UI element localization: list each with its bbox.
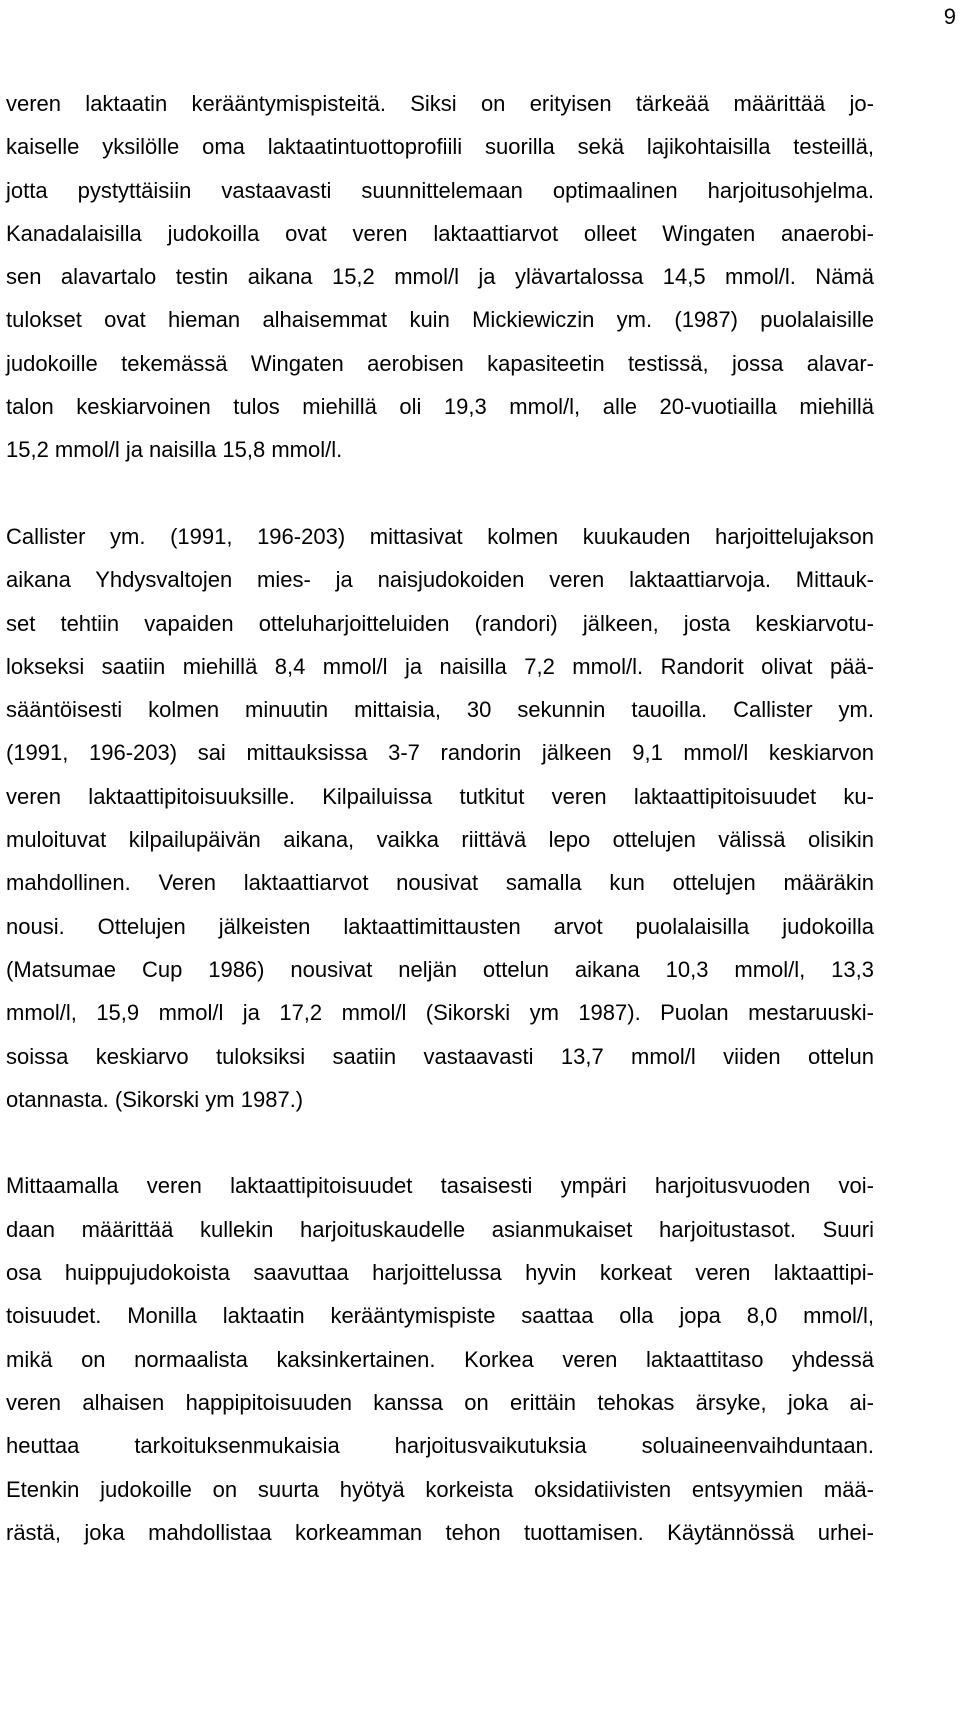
- text-line: daan määrittää kullekin harjoituskaudelle asianmukaiset harjoitustasot. Suuri: [6, 1216, 874, 1242]
- text-line: Callister ym. (1991, 196-203) mittasivat kolmen kuukauden harjoittelujakson: [6, 523, 874, 549]
- text-line: muloituvat kilpailupäivän aikana, vaikka riittävä lepo ottelujen välissä olisikin: [6, 827, 874, 853]
- text-line: Mittaamalla veren laktaattipitoisuudet tasaisesti ympäri harjoitusvuoden voi-: [6, 1173, 874, 1199]
- text-line: kaiselle yksilölle oma laktaatintuottoprofiili suorilla sekä lajikohtaisilla testeillä,: [6, 134, 874, 160]
- text-line: veren laktaattipitoisuuksille. Kilpailuissa tutkitut veren laktaattipitoisuudet ku-: [6, 783, 874, 809]
- text-line: veren laktaatin kerääntymispisteitä. Siksi on erityisen tärkeää määrittää jo-: [6, 91, 874, 116]
- text-line: 15,2 mmol/l ja naisilla 15,8 mmol/l.: [6, 437, 343, 463]
- page-number: 9: [943, 4, 956, 29]
- text-line: osa huippujudokoista saavuttaa harjoittelussa hyvin korkeat veren laktaattipi-: [6, 1260, 874, 1286]
- paragraph-callister-study: [6, 515, 874, 1121]
- text-line: (1991, 196-203) sai mittauksissa 3-7 randorin jälkeen 9,1 mmol/l keskiarvon: [6, 740, 874, 766]
- text-line: tulokset ovat hieman alhaisemmat kuin Mickiewiczin ym. (1987) puolalaisille: [6, 307, 874, 333]
- paragraph-spacer: [6, 472, 874, 515]
- text-line: jotta pystyttäisiin vastaavasti suunnittelemaan optimaalinen harjoitusohjelma.: [6, 177, 874, 203]
- text-line: heuttaa tarkoituksenmukaisia harjoitusvaikutuksia soluaineenvaihduntaan.: [6, 1433, 874, 1459]
- text-line: soissa keskiarvo tuloksiksi saatiin vastaavasti 13,7 mmol/l viiden ottelun: [6, 1043, 874, 1069]
- text-line: (Matsumae Cup 1986) nousivat neljän ottelun aikana 10,3 mmol/l, 13,3: [6, 956, 874, 982]
- paragraph-lactate-thresholds: [6, 82, 874, 472]
- text-line: lokseksi saatiin miehillä 8,4 mmol/l ja naisilla 7,2 mmol/l. Randorit olivat pää-: [6, 653, 874, 679]
- text-line: otannasta. (Sikorski ym 1987.): [6, 1086, 304, 1112]
- text-line: veren alhaisen happipitoisuuden kanssa on erittäin tehokas ärsyke, joka ai-: [6, 1389, 874, 1415]
- text-line: Kanadalaisilla judokoilla ovat veren laktaattiarvot olleet Wingaten anaerobi-: [6, 220, 874, 246]
- document-body: [6, 82, 874, 1554]
- text-line: set tehtiin vapaiden otteluharjoitteluiden (randori) jälkeen, josta keskiarvotu-: [6, 610, 874, 636]
- text-line: mmol/l, 15,9 mmol/l ja 17,2 mmol/l (Sikorski ym 1987). Puolan mestaruuski-: [6, 1000, 874, 1026]
- text-line: mahdollinen. Veren laktaattiarvot nousivat samalla kun ottelujen määräkin: [6, 870, 874, 896]
- text-line: rästä, joka mahdollistaa korkeamman tehon tuottamisen. Käytännössä urhei-: [6, 1519, 874, 1545]
- text-line: judokoille tekemässä Wingaten aerobisen kapasiteetin testissä, jossa alavar-: [6, 350, 874, 376]
- paragraph-spacer: [6, 1121, 874, 1164]
- text-line: Etenkin judokoille on suurta hyötyä korkeista oksidatiivisten entsyymien mää-: [6, 1476, 874, 1502]
- text-line: nousi. Ottelujen jälkeisten laktaattimittausten arvot puolalaisilla judokoilla: [6, 913, 874, 939]
- text-line: aikana Yhdysvaltojen mies- ja naisjudokoiden veren laktaattiarvoja. Mittauk-: [6, 567, 874, 593]
- text-line: sääntöisesti kolmen minuutin mittaisia, 30 sekunnin tauoilla. Callister ym.: [6, 697, 874, 723]
- paragraph-year-round-measurement: [6, 1164, 874, 1554]
- text-line: toisuudet. Monilla laktaatin kerääntymispiste saattaa olla jopa 8,0 mmol/l,: [6, 1303, 874, 1329]
- text-line: talon keskiarvoinen tulos miehillä oli 19,3 mmol/l, alle 20-vuotiailla miehillä: [6, 394, 874, 420]
- text-line: mikä on normaalista kaksinkertainen. Korkea veren laktaattitaso yhdessä: [6, 1346, 874, 1372]
- text-line: sen alavartalo testin aikana 15,2 mmol/l ja ylävartalossa 14,5 mmol/l. Nämä: [6, 264, 874, 290]
